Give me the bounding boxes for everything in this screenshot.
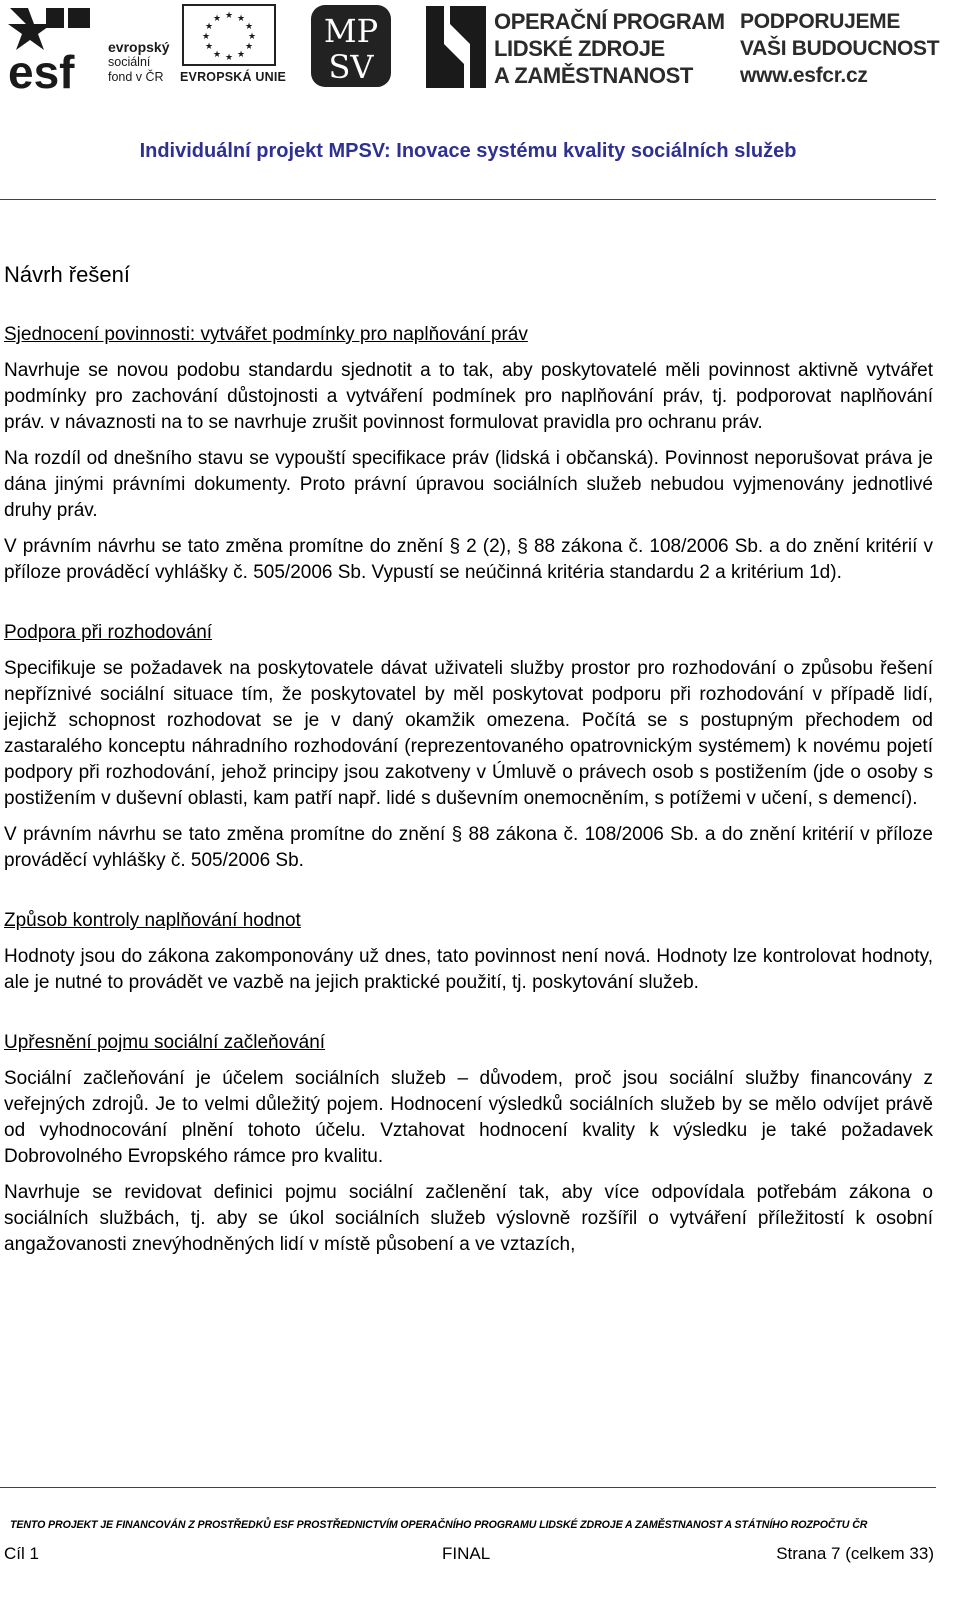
paragraph: Hodnoty jsou do zákona zakomponovány už dnes, tato povinnost není nová. Hodnoty lze kontrolovat hodnoty, ale je nutné to provádět ve vazbě na jejich praktické použití, tj. poskytování služeb. [4,946,933,993]
project-title: Individuální projekt MPSV: Inovace systému kvality sociálních služeb [139,140,797,162]
footer-goal: Cíl 1 [4,1544,39,1563]
svg-text:★: ★ [244,42,254,52]
logo-bar [0,0,960,100]
spacer [4,596,933,620]
page-heading: Návrh řešení [4,262,130,287]
svg-text:★: ★ [224,11,234,21]
mpsv-logo-icon [310,4,392,88]
svg-text:★: ★ [212,14,222,24]
paragraph: Navrhuje se novou podobu standardu sjednotit a to tak, aby poskytovatelé měli povinnost aktivně vytvářet podmínky pro zachování důstojnosti a vytváření podmínek pro naplňování práv, tj. podporovat naplňování práv. v návaznosti na to se navrhuje zrušit povinnost formulovat pravidla pro ochranu práv. [4,360,933,433]
svg-text:★: ★ [236,50,246,60]
funding-note: TENTO PROJEKT JE FINANCOVÁN Z PROSTŘEDKŮ ESF PROSTŘEDNICTVÍM OPERAČNÍHO PROGRAMU LIDSKÉ ZDROJE A ZAMĚSTNANOST A STÁTNÍHO ROZPOČTU ČR [10,1519,868,1531]
svg-text:★: ★ [244,22,254,32]
svg-text:★: ★ [201,32,211,42]
svg-text:★: ★ [224,53,234,63]
paragraph: V právním návrhu se tato změna promítne do znění § 2 (2), § 88 zákona č. 108/2006 Sb. a do znění kritérií v příloze prováděcí vyhlášky č. 505/2006 Sb. Vypustí se neúčinná kritéria standardu 2 a kritérium 1d). [4,536,933,583]
paragraph: V právním návrhu se tato změna promítne do znění § 88 zákona č. 108/2006 Sb. a do znění kritérií v příloze prováděcí vyhlášky č. 505/2006 Sb. [4,824,933,871]
footer-status: FINAL [442,1544,491,1563]
esf-logo-icon [6,4,106,90]
op-lzz-logo-icon [424,4,488,88]
paragraph: Specifikuje se požadavek na poskytovatele dávat uživateli služby prostor pro rozhodování o způsobu řešení nepříznivé sociální situace tím, že poskytovatel by měl poskytovat podporu při rozhodování v případě lidí, jejichž schopnost rozhodovat se je v daný okamžik omezena. Počítá se s postupným přechodem od zastaralého konceptu náhradního rozhodování (reprezentovaného opatrovnickým systémem) k novému pojetí podpory při rozhodování, jehož principy jsou zakotveny v Úmluvě o právech osob s postižením (jde o osoby s postižením v duševní oblasti, kam patří např. lidé s duševním onemocněním, s potížemi v učení, s demencí). [4,658,933,809]
paragraph: Sociální začleňování je účelem sociálních služeb – důvodem, proč jsou sociální služby financovány z veřejných zdrojů. Je to velmi důležitý pojem. Hodnocení výsledků sociálních služeb by se mělo odvíjet právě od vyhodnocování plnění tohoto účelu. Vztahovat hodnocení kvality k výsledku je také požadavek Dobrovolného Evropského rámce pro kvalitu. [4,1068,933,1167]
svg-text:SV: SV [328,48,374,86]
support-slogan: PODPORUJEME VAŠI BUDOUCNOST www.esfcr.cz [740,10,940,87]
paragraph: Na rozdíl od dnešního stavu se vypouští specifikace práv (lidská i občanská). Povinnost neporušovat práva je dána jinými právními dokumenty. Proto právní úpravou sociálních služeb nebudou vyjmenovány jednotlivé druhy práv. [4,448,933,521]
svg-text:esf: esf [8,46,75,90]
document-body [4,262,933,1268]
section-title: Upřesnění pojmu sociální začleňování [4,1032,326,1053]
op-text: OPERAČNÍ PROGRAM LIDSKÉ ZDROJE A ZAMĚSTNANOST [494,9,725,88]
header-divider [0,199,936,200]
svg-text:★: ★ [204,22,214,32]
page-number: Strana 7 (celkem 33) [776,1544,934,1563]
footer-divider [0,1487,936,1488]
svg-text:★: ★ [236,14,246,24]
eu-flag-icon [182,4,276,66]
esf-text: evropský sociální fond v ČR [108,39,170,84]
svg-text:★: ★ [247,32,257,42]
spacer [4,884,933,908]
svg-text:★: ★ [204,42,214,52]
section-title: Způsob kontroly naplňování hodnot [4,910,301,931]
paragraph: Navrhuje se revidovat definici pojmu sociální začlenění tak, aby více odpovídala potřebám zákona o sociálních službách, tj. aby se úkol sociálních služeb výslovně rozšířil o vytváření příležitostí k osobní angažovanosti znevýhodněných lidí v místě působení a ve vztazích, [4,1182,933,1255]
eu-label: EVROPSKÁ UNIE [180,70,287,84]
svg-text:MP: MP [323,12,379,50]
section-title: Podpora při rozhodování [4,622,213,643]
svg-text:★: ★ [212,50,222,60]
spacer [4,1006,933,1030]
section-title: Sjednocení povinnosti: vytvářet podmínky pro naplňování práv [4,324,528,345]
